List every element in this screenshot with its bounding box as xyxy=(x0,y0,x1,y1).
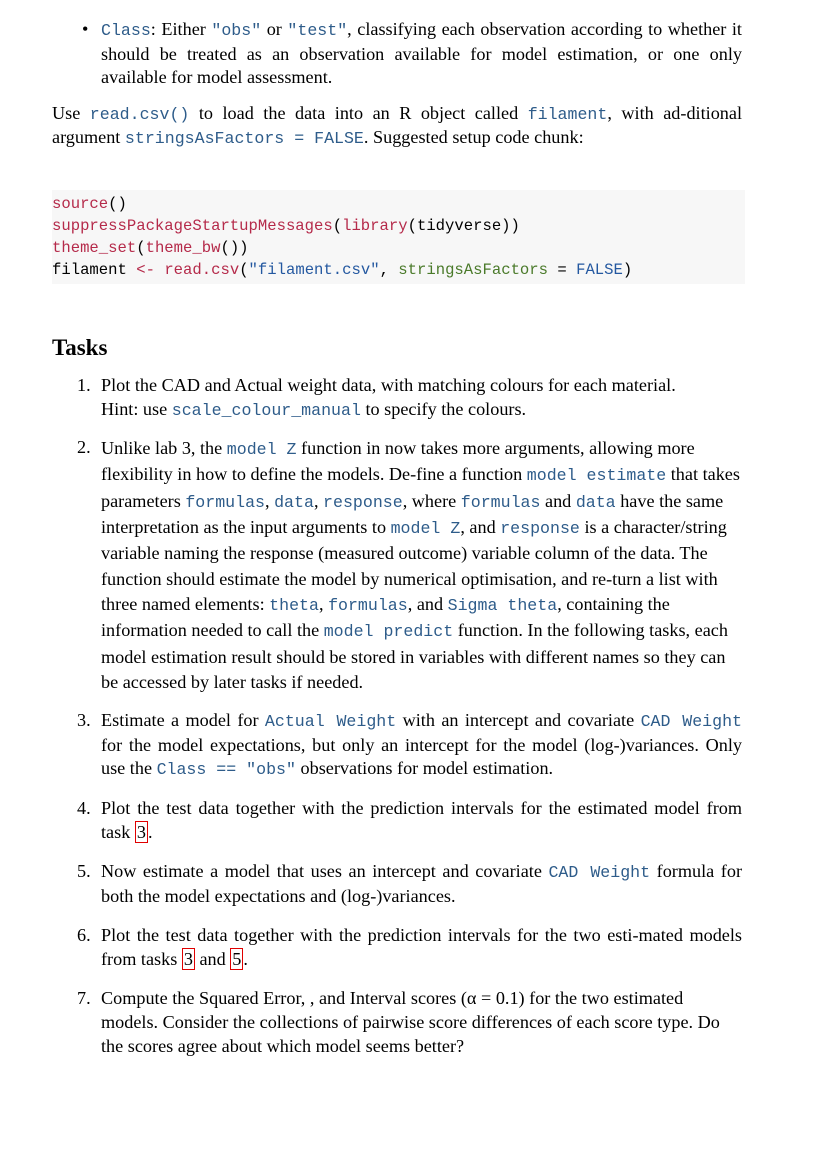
task-text: Plot the CAD and Actual weight data, with matching colours for each material. xyxy=(101,374,676,395)
text: , xyxy=(313,490,324,511)
text: to specify the colours. xyxy=(360,398,527,419)
task-text xyxy=(101,436,742,695)
task-number: 5. xyxy=(77,861,91,882)
code: formulas xyxy=(328,595,408,615)
code-line-4 xyxy=(52,259,745,281)
code: data xyxy=(575,492,616,512)
code-punct: = xyxy=(548,260,577,279)
code: model Z xyxy=(390,519,461,539)
text: Estimate a model for xyxy=(101,710,265,731)
task-number: 2. xyxy=(77,437,91,458)
text: . xyxy=(147,821,153,842)
task-2 xyxy=(52,436,742,695)
code: model estimate xyxy=(526,466,667,486)
intro-paragraph xyxy=(52,102,742,151)
text: formula for both the model expectations and (log-)variances. xyxy=(101,861,742,906)
task-text xyxy=(101,709,742,782)
text: Now estimate a model that uses an intercept and covariate xyxy=(101,861,549,882)
task-3 xyxy=(52,709,742,782)
text: have the same interpretation as the input arguments to xyxy=(101,490,724,538)
code: model Z xyxy=(226,440,297,460)
code-punct: ( xyxy=(239,260,249,279)
code: theta xyxy=(269,595,319,615)
text: to load the data into an R object called xyxy=(189,102,528,123)
code: data xyxy=(274,492,314,512)
code-line-3 xyxy=(52,237,745,259)
tasks-heading: Tasks xyxy=(52,334,108,360)
text: is a character/string variable naming the response (measured outcome) variable column of the data. The function should estimate the model by numerical optimisation, and re-turn a list with three named elements: xyxy=(101,517,727,614)
text: , xyxy=(318,593,329,614)
code-punct: (tidyverse)) xyxy=(407,216,520,235)
code-punct: , xyxy=(379,260,399,279)
code-class: Class xyxy=(101,21,151,40)
text: Hint: use xyxy=(101,398,172,419)
text: , containing the information needed to call the xyxy=(101,593,670,641)
task-text xyxy=(101,924,742,971)
tasks-list xyxy=(52,374,742,1058)
text: and xyxy=(194,948,231,969)
code-fn: theme_set xyxy=(52,238,137,257)
code-punct: ()) xyxy=(220,238,249,257)
text: , where xyxy=(402,490,461,511)
text: function in now takes more arguments, allowing more flexibility in how to define the models. De-fine a function xyxy=(101,438,695,485)
task-text xyxy=(101,860,742,908)
code: CAD Weight xyxy=(548,863,651,883)
task-text: Compute the Squared Error, , and Interval scores (α = 0.1) for the two estimated models. Consider the collections of pairwise score differences of each score type. Do the scores agree about which model seems better? xyxy=(101,988,720,1056)
code-strings-arg: stringsAsFactors = FALSE xyxy=(124,129,364,149)
text: Unlike lab 3, the xyxy=(101,438,227,459)
code-op: <- xyxy=(136,260,155,279)
text: , and xyxy=(407,593,448,614)
code-arg: stringsAsFactors xyxy=(398,260,549,279)
text: or xyxy=(261,19,288,39)
code-fn: source xyxy=(52,194,109,213)
code: formulas xyxy=(185,492,265,512)
task-number: 6. xyxy=(77,925,91,946)
task-number: 1. xyxy=(77,374,91,395)
code-punct: ( xyxy=(136,238,146,257)
code: Actual Weight xyxy=(264,712,397,732)
code: Class == "obs" xyxy=(156,760,296,780)
text: Use xyxy=(52,102,90,123)
text: function. In the following tasks, each model estimation result should be stored in variables with different names so they can be accessed by later tasks if needed. xyxy=(101,620,728,692)
text: , xyxy=(265,490,275,511)
code: model predict xyxy=(323,622,454,642)
text: and xyxy=(540,490,576,511)
bullet-icon: • xyxy=(82,19,89,39)
task-ref-link[interactable]: 3 xyxy=(136,821,146,842)
code-fn: suppressPackageStartupMessages xyxy=(52,216,333,235)
code-read-csv: read.csv() xyxy=(89,104,190,124)
code-string: "filament.csv" xyxy=(248,260,380,279)
code-fn: library xyxy=(342,216,408,235)
code: Sigma theta xyxy=(447,595,558,615)
task-6 xyxy=(52,924,742,971)
code-scale-colour: scale_colour_manual xyxy=(171,400,361,420)
code-punct: () xyxy=(108,194,127,213)
code-test: "test" xyxy=(287,21,348,40)
setup-code-chunk xyxy=(52,190,745,284)
task-text xyxy=(101,797,742,844)
task-7 xyxy=(52,987,742,1058)
task-1 xyxy=(52,374,742,422)
document-page xyxy=(52,18,742,1058)
code-value: FALSE xyxy=(576,260,623,279)
text: , and xyxy=(460,517,501,538)
code: formulas xyxy=(460,492,541,512)
code: response xyxy=(323,492,403,512)
text: with an intercept and covariate xyxy=(396,710,641,731)
text: for the model expectations, but only an intercept for the model (log-)variances. Only use the xyxy=(101,734,742,779)
task-number: 4. xyxy=(77,797,91,818)
code-fn: read.csv xyxy=(164,260,240,279)
class-bullet xyxy=(52,18,742,90)
code-var: filament xyxy=(52,260,137,279)
task-ref-link[interactable]: 3 xyxy=(183,948,193,969)
text: Plot the test data together with the prediction intervals for the two esti-mated models from tasks xyxy=(101,925,742,969)
code-filament: filament xyxy=(527,104,608,124)
text: . xyxy=(243,948,248,969)
task-number: 3. xyxy=(77,710,91,731)
text: Plot the test data together with the prediction intervals for the estimated model from task xyxy=(101,797,742,842)
code-space xyxy=(155,261,164,279)
code-punct: ( xyxy=(332,216,343,235)
text: . Suggested setup code chunk: xyxy=(363,127,584,148)
text: : Either xyxy=(150,19,212,39)
task-hint xyxy=(101,398,742,423)
text: , classifying each observation according to whether it should be treated as an observation available for model estimation, or one only available for model assessment. xyxy=(101,19,742,88)
task-5 xyxy=(52,860,742,908)
code-obs: "obs" xyxy=(211,21,262,40)
code-fn: theme_bw xyxy=(145,238,221,257)
text: that takes parameters xyxy=(101,464,740,511)
code-punct: ) xyxy=(622,260,633,279)
text: , with ad-ditional argument xyxy=(52,102,743,148)
task-number: 7. xyxy=(77,988,91,1009)
code-line-2 xyxy=(52,215,745,237)
task-ref-link[interactable]: 5 xyxy=(232,948,242,969)
code: response xyxy=(500,519,580,539)
code: CAD Weight xyxy=(640,712,742,732)
text: observations for model estimation. xyxy=(295,758,554,779)
task-4 xyxy=(52,797,742,844)
code-line-1 xyxy=(52,193,745,215)
